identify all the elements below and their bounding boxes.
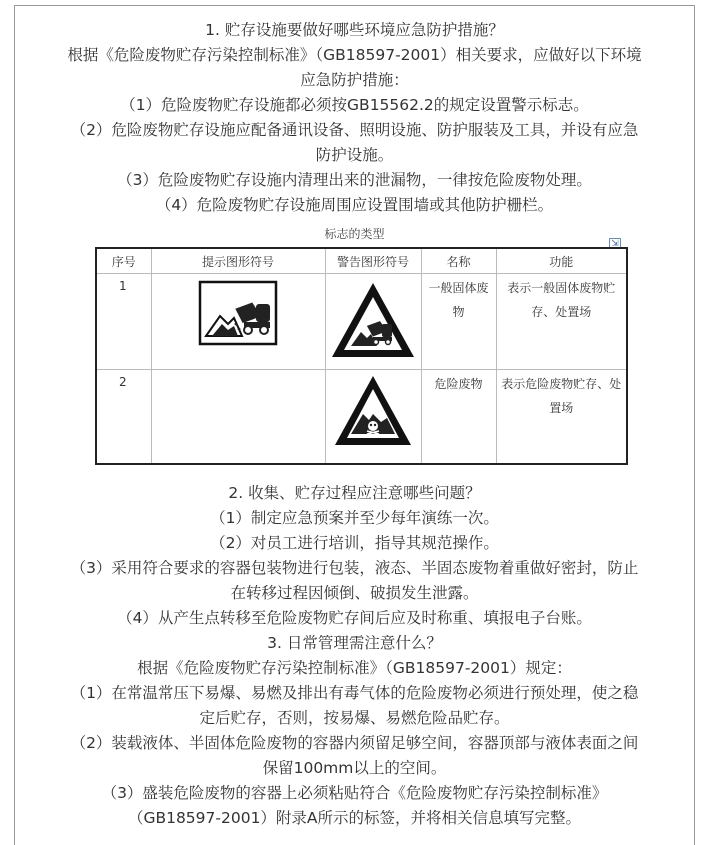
row-name-text: 一般固体废物	[428, 281, 489, 319]
section-3-intro: 根据《危险废物贮存污染控制标准》（GB18597-2001）规定：	[137, 659, 572, 677]
row-number: 1	[96, 274, 151, 370]
header-function: 功能	[496, 248, 627, 274]
table-row	[96, 274, 627, 370]
section-3-item-2-cont: 保留100mm以上的空间。	[262, 759, 447, 777]
warning-symbol-cell	[325, 370, 421, 465]
header-number: 序号	[96, 248, 151, 274]
hazardous-waste-warning-icon	[333, 374, 413, 448]
section-3-item-2: （2）装载液体、半固体危险废物的容器内须留足够空间，容器顶部与液体表面之间	[70, 734, 639, 752]
hint-symbol-cell	[151, 274, 325, 370]
section-1-item-3: （3）危险废物贮存设施内清理出来的泄漏物，一律按危险废物处理。	[117, 171, 592, 189]
row-function-text: 表示危险废物贮存、处置场	[501, 377, 622, 415]
table-caption: 标志的类型	[324, 227, 385, 241]
section-2-item-1: （1）制定应急预案并至少每年演练一次。	[210, 509, 499, 527]
section-1-item-2: （2）危险废物贮存设施应配备通讯设备、照明设施、防护服装及工具，并设有应急	[70, 121, 639, 139]
row-function	[496, 370, 627, 465]
section-1-intro-cont: 应急防护措施：	[300, 71, 409, 89]
section-2-item-3: （3）采用符合要求的容器包装物进行包装，液态、半固态废物着重做好密封，防止	[70, 559, 639, 577]
row-name	[421, 370, 496, 465]
expand-icon[interactable]: ⇲	[609, 238, 621, 249]
row-name	[421, 274, 496, 370]
row-name-text: 危险废物	[434, 377, 483, 391]
row-number: 2	[96, 370, 151, 465]
section-1-item-4: （4）危险废物贮存设施周围应设置围墙或其他防护栅栏。	[155, 196, 554, 214]
sign-types-table	[95, 247, 628, 465]
row-function	[496, 274, 627, 370]
section-1-item-1: （1）危险废物贮存设施都必须按GB15562.2的规定设置警示标志。	[120, 96, 589, 114]
section-2	[14, 481, 695, 831]
section-1-heading: 1. 贮存设施要做好哪些环境应急防护措施？	[205, 21, 504, 39]
section-2-heading: 2. 收集、贮存过程应注意哪些问题？	[228, 484, 481, 502]
general-waste-warning-icon	[329, 280, 417, 360]
header-hint-symbol: 提示图形符号	[151, 248, 325, 274]
section-1	[14, 18, 695, 218]
section-2-item-4: （4）从产生点转移至危险废物贮存间后应及时称重、填报电子台账。	[117, 609, 592, 627]
table-header-row	[96, 248, 627, 274]
section-1-item-2-cont: 防护设施。	[315, 146, 394, 164]
hint-symbol-cell-empty	[151, 370, 325, 465]
warning-symbol-cell	[325, 274, 421, 370]
row-function-text: 表示一般固体废物贮存、处置场	[507, 281, 616, 319]
section-1-intro: 根据《危险废物贮存污染控制标准》（GB18597-2001）相关要求，应做好以下环境	[67, 46, 642, 64]
section-3-heading: 3. 日常管理需注意什么？	[267, 634, 442, 652]
section-2-item-3-cont: 在转移过程因倾倒、破损发生泄露。	[230, 584, 479, 602]
table-row	[96, 370, 627, 465]
section-2-item-2: （2）对员工进行培训，指导其规范操作。	[210, 534, 499, 552]
header-name: 名称	[421, 248, 496, 274]
header-warning-symbol: 警告图形符号	[325, 248, 421, 274]
section-3-item-1: （1）在常温常压下易爆、易燃及排出有毒气体的危险废物必须进行预处理，使之稳	[70, 684, 639, 702]
general-waste-hint-icon	[198, 280, 278, 346]
section-3-item-3-cont: （GB18597-2001）附录A所示的标签，并将相关信息填写完整。	[127, 809, 582, 827]
section-3-item-3: （3）盛装危险废物的容器上必须粘贴符合《危险废物贮存污染控制标准》	[101, 784, 608, 802]
section-3-item-1-cont: 定后贮存，否则，按易爆、易燃危险品贮存。	[199, 709, 510, 727]
